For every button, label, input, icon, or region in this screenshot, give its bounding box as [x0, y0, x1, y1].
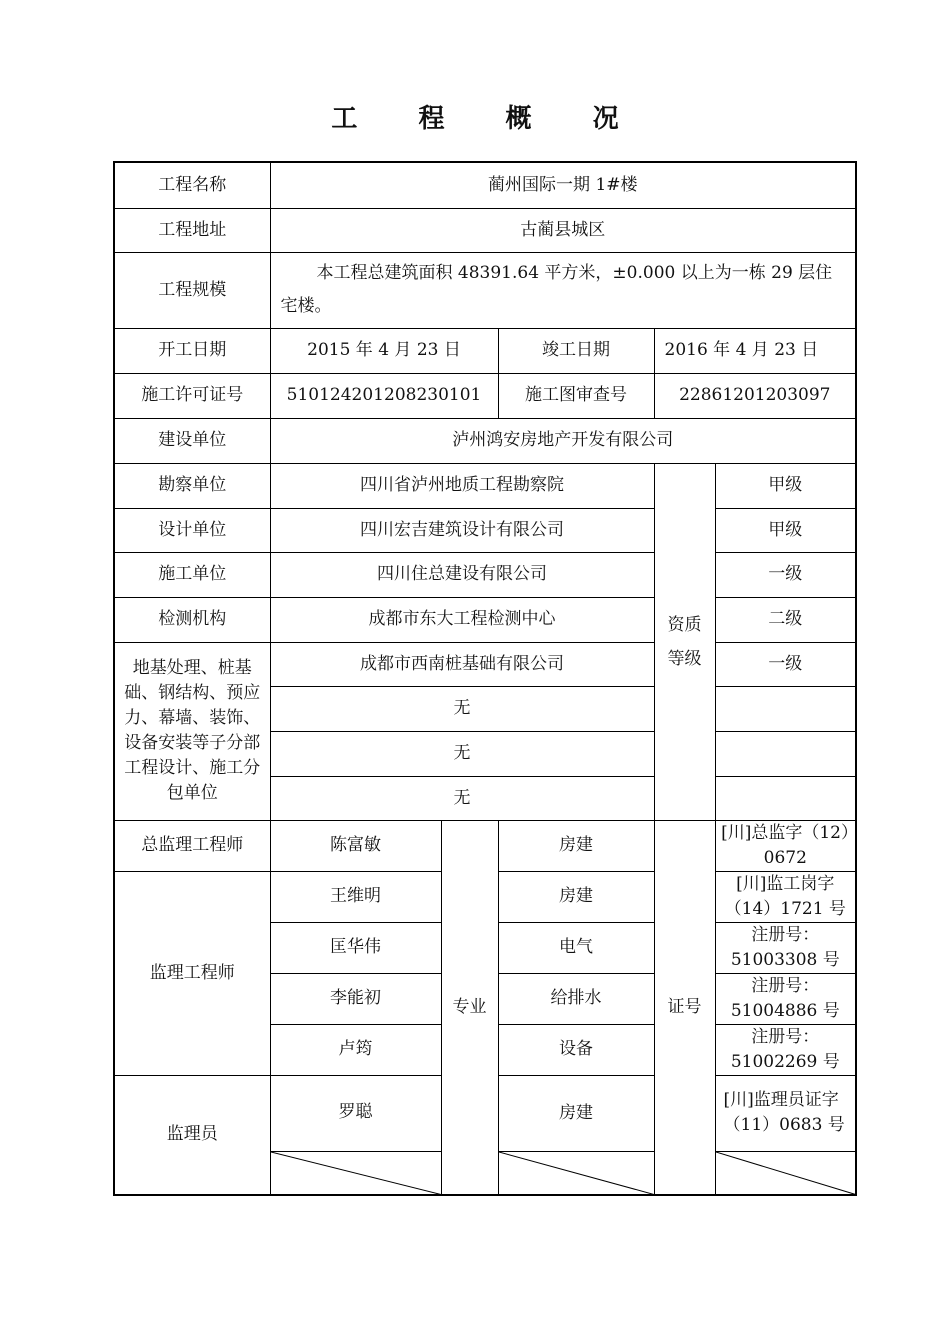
inspector-specialty: 房建 [498, 1075, 654, 1151]
engineer-specialty: 设备 [498, 1024, 654, 1075]
label-qualification: 资质等级 [654, 463, 715, 820]
value-survey: 四川省泸州地质工程勘察院 [270, 463, 654, 508]
empty-slash-cell [715, 1151, 856, 1195]
chief-specialty: 房建 [498, 820, 654, 871]
value-project-name: 蔺州国际一期 1#楼 [270, 162, 856, 208]
engineer-cert: 注册号：51004886 号 [715, 973, 856, 1024]
value-sub2-grade [715, 686, 856, 731]
value-survey-grade: 甲级 [715, 463, 856, 508]
engineer-specialty: 给排水 [498, 973, 654, 1024]
label-project-scale: 工程规模 [114, 252, 270, 328]
engineer-cert: 注册号：51003308 号 [715, 922, 856, 973]
chief-cert: [川]总监字（12）0672 [715, 820, 856, 871]
label-permit-no: 施工许可证号 [114, 373, 270, 418]
value-developer: 泸州鸿安房地产开发有限公司 [270, 418, 856, 463]
empty-slash-cell [270, 1151, 441, 1195]
chief-name: 陈富敏 [270, 820, 441, 871]
label-specialty: 专业 [441, 820, 498, 1195]
value-project-scale: 本工程总建筑面积 48391.64 平方米，±0.000 以上为一栋 29 层住宅楼。 [270, 252, 856, 328]
label-project-name: 工程名称 [114, 162, 270, 208]
engineer-name: 卢筠 [270, 1024, 441, 1075]
inspector-cert: [川]监理员证字（11）0683 号 [715, 1075, 856, 1151]
label-start-date: 开工日期 [114, 328, 270, 373]
engineer-name: 匡华伟 [270, 922, 441, 973]
engineer-cert: [川]监工岗字（14）1721 号 [715, 871, 856, 922]
label-inspector: 监理员 [114, 1075, 270, 1195]
label-finish-date: 竣工日期 [498, 328, 654, 373]
value-sub3: 无 [270, 731, 654, 776]
label-developer: 建设单位 [114, 418, 270, 463]
label-design: 设计单位 [114, 508, 270, 552]
value-sub1-grade: 一级 [715, 642, 856, 686]
engineer-name: 王维明 [270, 871, 441, 922]
label-chief-supervisor: 总监理工程师 [114, 820, 270, 871]
label-drawing-no: 施工图审查号 [498, 373, 654, 418]
empty-slash-cell [498, 1151, 654, 1195]
page-title: 工 程 概 况 [331, 104, 645, 134]
value-construction: 四川住总建设有限公司 [270, 552, 654, 597]
value-sub3-grade [715, 731, 856, 776]
value-permit-no: 510124201208230101 [270, 373, 498, 418]
label-survey: 勘察单位 [114, 463, 270, 508]
value-testing: 成都市东大工程检测中心 [270, 597, 654, 642]
value-design: 四川宏吉建筑设计有限公司 [270, 508, 654, 552]
label-certificate: 证号 [654, 820, 715, 1195]
engineer-cert: 注册号：51002269 号 [715, 1024, 856, 1075]
label-testing: 检测机构 [114, 597, 270, 642]
label-supervisor: 监理工程师 [114, 871, 270, 1075]
engineer-specialty: 电气 [498, 922, 654, 973]
engineer-specialty: 房建 [498, 871, 654, 922]
value-drawing-no: 22861201203097 [654, 373, 856, 418]
inspector-name: 罗聪 [270, 1075, 441, 1151]
value-design-grade: 甲级 [715, 508, 856, 552]
label-construction: 施工单位 [114, 552, 270, 597]
value-construction-grade: 一级 [715, 552, 856, 597]
value-start-date: 2015 年 4 月 23 日 [270, 328, 498, 373]
value-testing-grade: 二级 [715, 597, 856, 642]
value-project-address: 古蔺县城区 [270, 208, 856, 252]
value-sub2: 无 [270, 686, 654, 731]
label-subcontract: 地基处理、桩基础、钢结构、预应力、幕墙、装饰、设备安装等子分部工程设计、施工分包单位 [114, 642, 270, 820]
label-project-address: 工程地址 [114, 208, 270, 252]
value-finish-date: 2016 年 4 月 23 日 [654, 328, 856, 373]
engineer-name: 李能初 [270, 973, 441, 1024]
value-sub1: 成都市西南桩基础有限公司 [270, 642, 654, 686]
value-sub4-grade [715, 776, 856, 820]
value-sub4: 无 [270, 776, 654, 820]
project-overview-table [113, 161, 857, 1196]
